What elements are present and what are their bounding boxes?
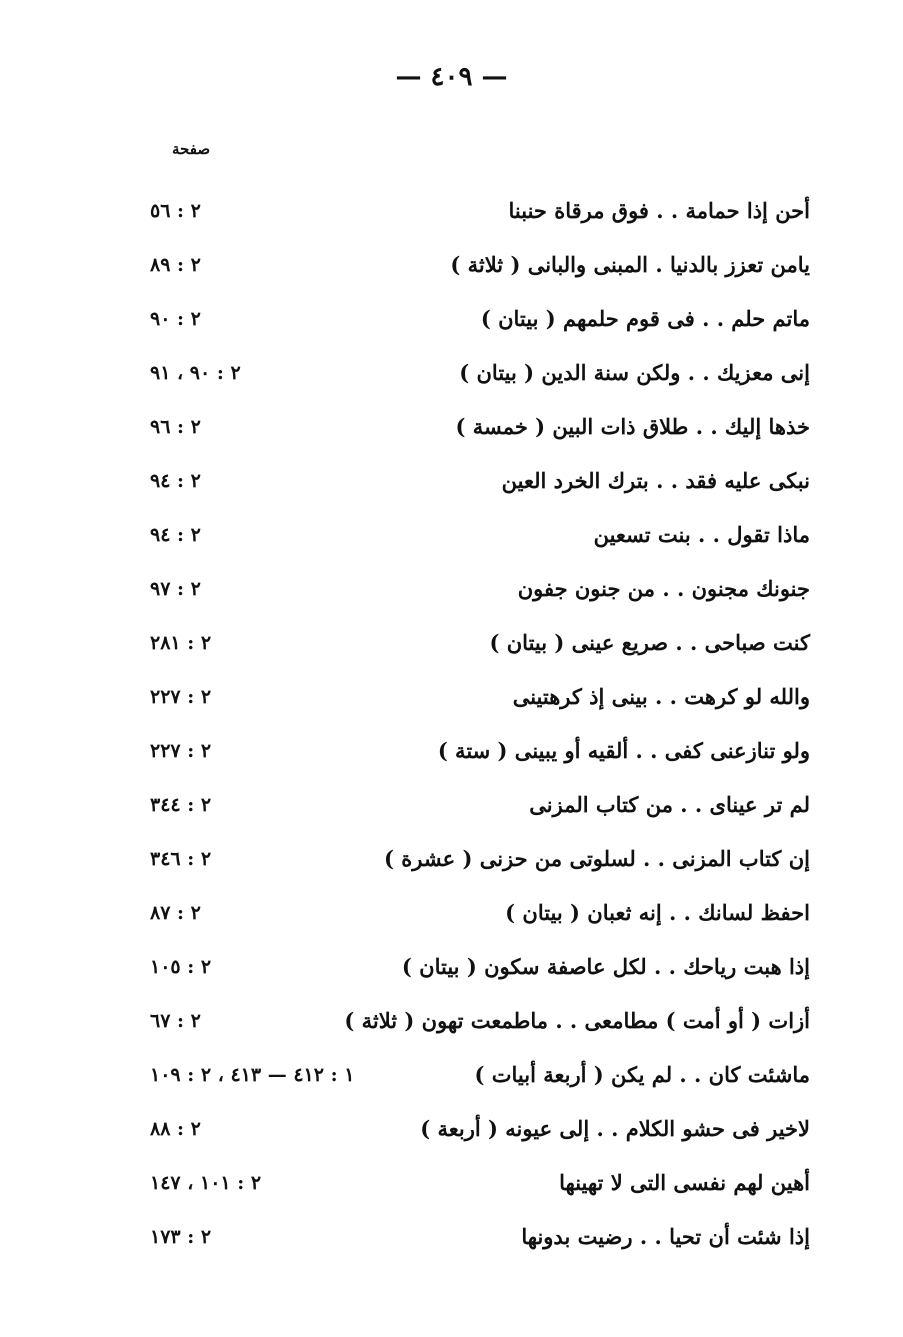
- verse-text: ولو تنازعنى كفى . . ألقيه أو يبينى ( ستة ): [437, 738, 810, 763]
- index-entry: [150, 568, 810, 622]
- index-entry: [150, 1162, 810, 1216]
- page-number: — ٤٠٩ —: [395, 62, 508, 92]
- verse-text: إنى معزيك . . ولكن سنة الدين ( بيتان ): [459, 360, 810, 385]
- page-reference: ٢ : ١٧٣: [150, 1226, 212, 1248]
- index-entry: [150, 676, 810, 730]
- index-entry: [150, 244, 810, 298]
- index-entry: [150, 460, 810, 514]
- verse-text: جنونك مجنون . . من جنون جفون: [517, 576, 810, 601]
- page-reference: ٢ : ١٠٥: [150, 956, 212, 978]
- page-reference: ٢ : ٩٧: [150, 578, 201, 600]
- verse-text: ماشئت كان . . لم يكن ( أربعة أبيات ): [474, 1062, 810, 1087]
- index-entry: [150, 838, 810, 892]
- verse-text: لم تر عيناى . . من كتاب المزنى: [529, 792, 810, 817]
- page-reference: ٢ : ٨٩: [150, 254, 201, 276]
- verse-text: أحن إذا حمامة . . فوق مرقاة حنبنا: [508, 198, 810, 223]
- verse-text: أزات ( أو أمت ) مطامعى . . ماطمعت تهون ( ثلاثة ): [344, 1008, 810, 1033]
- verse-text: إذا شئت أن تحيا . . رضيت بدونها: [521, 1224, 810, 1249]
- index-entry: [150, 406, 810, 460]
- index-entry: [150, 730, 810, 784]
- page-reference: ١ : ٤١٢ — ٤١٣ ، ٢ : ١٠٩: [150, 1064, 355, 1086]
- page-reference: ٢ : ٢٢٧: [150, 740, 212, 762]
- page-reference: ٢ : ٣٤٤: [150, 794, 212, 816]
- page-reference: ٢ : ٦٧: [150, 1010, 201, 1032]
- index-entry: [150, 298, 810, 352]
- index-entries: [150, 190, 810, 1270]
- page-reference: ٢ : ٩٦: [150, 416, 201, 438]
- index-entry: [150, 784, 810, 838]
- page-reference: ٢ : ٩٤: [150, 524, 201, 546]
- index-entry: [150, 946, 810, 1000]
- index-entry: [150, 622, 810, 676]
- page-reference: ٢ : ٨٧: [150, 902, 201, 924]
- verse-text: والله لو كرهت . . بينى إذ كرهتينى: [512, 684, 810, 709]
- page-reference: ٢ : ٩٠: [150, 308, 201, 330]
- index-entry: [150, 1000, 810, 1054]
- verse-text: خذها إليك . . طلاق ذات البين ( خمسة ): [455, 414, 810, 439]
- verse-text: إن كتاب المزنى . . لسلوتى من حزنى ( عشرة ): [384, 846, 810, 871]
- page-reference: ٢ : ٩٤: [150, 470, 201, 492]
- page-reference: ٢ : ٢٨١: [150, 632, 212, 654]
- index-entry: [150, 1216, 810, 1270]
- verse-text: إذا هبت رياحك . . لكل عاصفة سكون ( بيتان ): [401, 954, 810, 979]
- index-entry: [150, 352, 810, 406]
- index-entry: [150, 190, 810, 244]
- verse-text: كنت صباحى . . صريع عينى ( بيتان ): [489, 630, 810, 655]
- index-entry: [150, 1054, 810, 1108]
- index-entry: [150, 514, 810, 568]
- page-reference: ٢ : ٩٠ ، ٩١: [150, 362, 241, 384]
- page-reference: ٢ : ٢٢٧: [150, 686, 212, 708]
- verse-text: ماتم حلم . . فى قوم حلمهم ( بيتان ): [480, 306, 810, 331]
- verse-text: لاخير فى حشو الكلام . . إلى عيونه ( أربعة ): [420, 1116, 810, 1141]
- verse-text: نبكى عليه فقد . . بترك الخرد العين: [501, 468, 810, 493]
- page-column-header: صفحة: [172, 140, 211, 158]
- verse-text: أهين لهم نفسى التى لا تهينها: [559, 1170, 810, 1195]
- page-reference: ٢ : ٥٦: [150, 200, 201, 222]
- page-reference: ٢ : ٣٤٦: [150, 848, 212, 870]
- page-reference: ٢ : ١٠١ ، ١٤٧: [150, 1172, 262, 1194]
- verse-text: يامن تعزز بالدنيا . المبنى والبانى ( ثلاثة ): [450, 252, 810, 277]
- verse-text: ماذا تقول . . بنت تسعين: [593, 522, 810, 547]
- verse-text: احفظ لسانك . . إنه ثعبان ( بيتان ): [505, 900, 810, 925]
- index-entry: [150, 1108, 810, 1162]
- page-reference: ٢ : ٨٨: [150, 1118, 201, 1140]
- index-entry: [150, 892, 810, 946]
